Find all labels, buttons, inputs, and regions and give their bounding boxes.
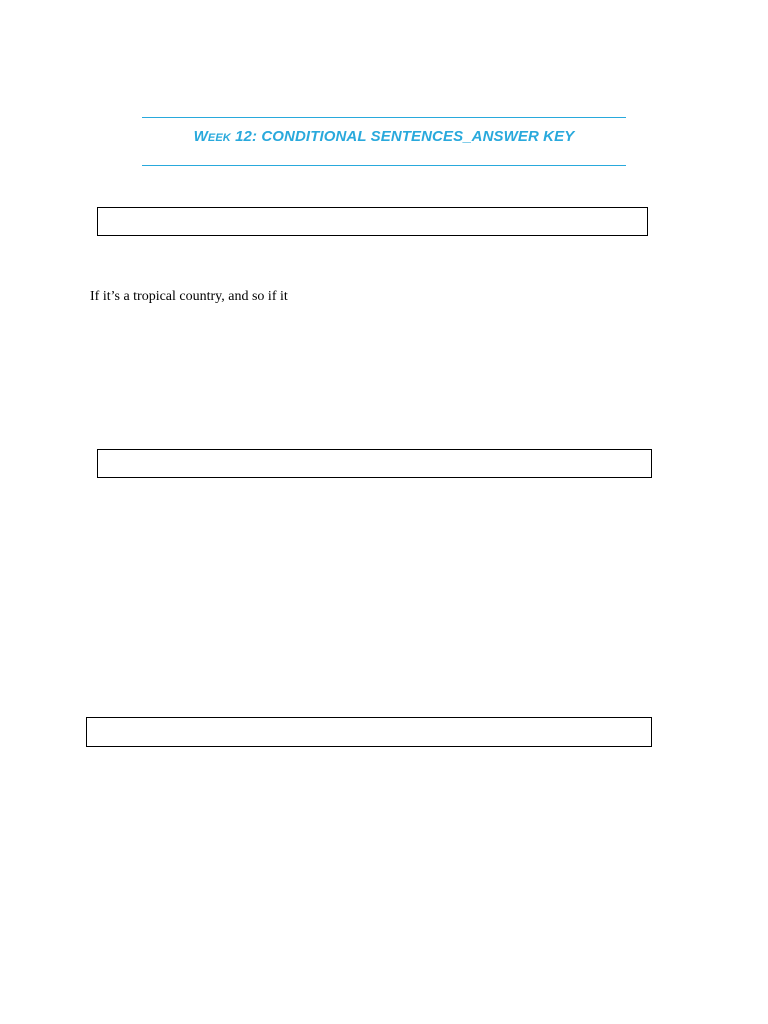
answer-box-1 [97, 207, 648, 236]
header-rule-bottom [142, 165, 626, 166]
page-title-week: Week [193, 128, 231, 145]
body-paragraph: If it’s a tropical country, and so if it [90, 289, 288, 304]
page-title-rest: 12: CONDITIONAL SENTENCES_ANSWER KEY [230, 128, 575, 145]
answer-box-3 [86, 717, 652, 747]
header-rule-top [142, 117, 626, 118]
answer-box-2 [97, 449, 652, 478]
page-title [142, 128, 626, 145]
